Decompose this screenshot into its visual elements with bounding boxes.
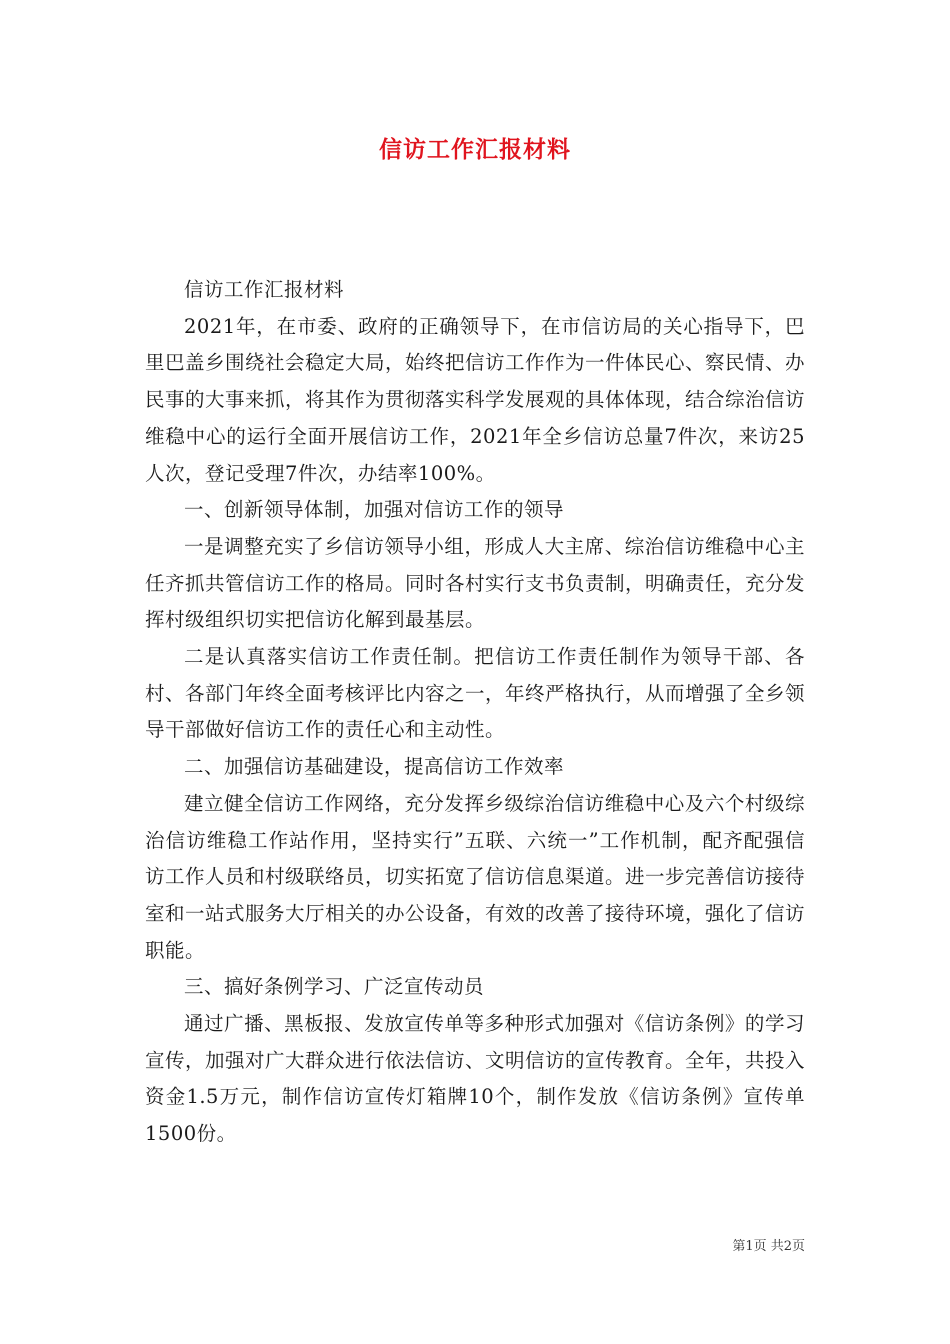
document-body — [145, 272, 805, 1153]
paragraph-3: 通过广播、黑板报、发放宣传单等多种形式加强对《信访条例》的学习宣传，加强对广大群众进行依法信访、文明信访的宣传教育。全年，共投入资金1.5万元，制作信访宣传灯箱牌10个，制作发放《信访条例》宣传单1500份。 — [145, 1012, 806, 1146]
paragraph-intro: 2021年，在市委、政府的正确领导下，在市信访局的关心指导下，巴里巴盖乡围绕社会稳定大局，始终把信访工作作为一件体民心、察民情、办民事的大事来抓，将其作为贯彻落实科学发展观的具体体现，结合综治信访维稳中心的运行全面开展信访工作，2021年全乡信访总量7件次，来访25人次，登记受理7件次，办结率100%。 — [145, 314, 806, 485]
paragraph-heading: 信访工作汇报材料 — [184, 278, 345, 301]
page-number: 第1页 共2页 — [732, 1239, 805, 1254]
section-heading-3: 三、搞好条例学习、广泛宣传动员 — [184, 975, 485, 999]
section-heading-2: 二、加强信访基础建设，提高信访工作效率 — [184, 755, 565, 779]
paragraph-1b: 二是认真落实信访工作责任制。把信访工作责任制作为领导干部、各村、各部门年终全面考核评比内容之一，年终严格执行，从而增强了全乡领导干部做好信访工作的责任心和主动性。 — [145, 645, 806, 742]
section-heading-1: 一、创新领导体制，加强对信访工作的领导 — [184, 498, 565, 522]
document-title: 信访工作汇报材料 — [379, 136, 571, 163]
paragraph-2: 建立健全信访工作网络，充分发挥乡级综治信访维稳中心及六个村级综治信访维稳工作站作用，坚持实行”五联、六统一”工作机制，配齐配强信访工作人员和村级联络员，切实拓宽了信访信息渠道。进一步完善信访接待室和一站式服务大厅相关的办公设备，有效的改善了接待环境，强化了信访职能。 — [145, 791, 806, 962]
paragraph-1a: 一是调整充实了乡信访领导小组，形成人大主席、综治信访维稳中心主任齐抓共管信访工作的格局。同时各村实行支书负责制，明确责任，充分发挥村级组织切实把信访化解到最基层。 — [145, 534, 806, 632]
